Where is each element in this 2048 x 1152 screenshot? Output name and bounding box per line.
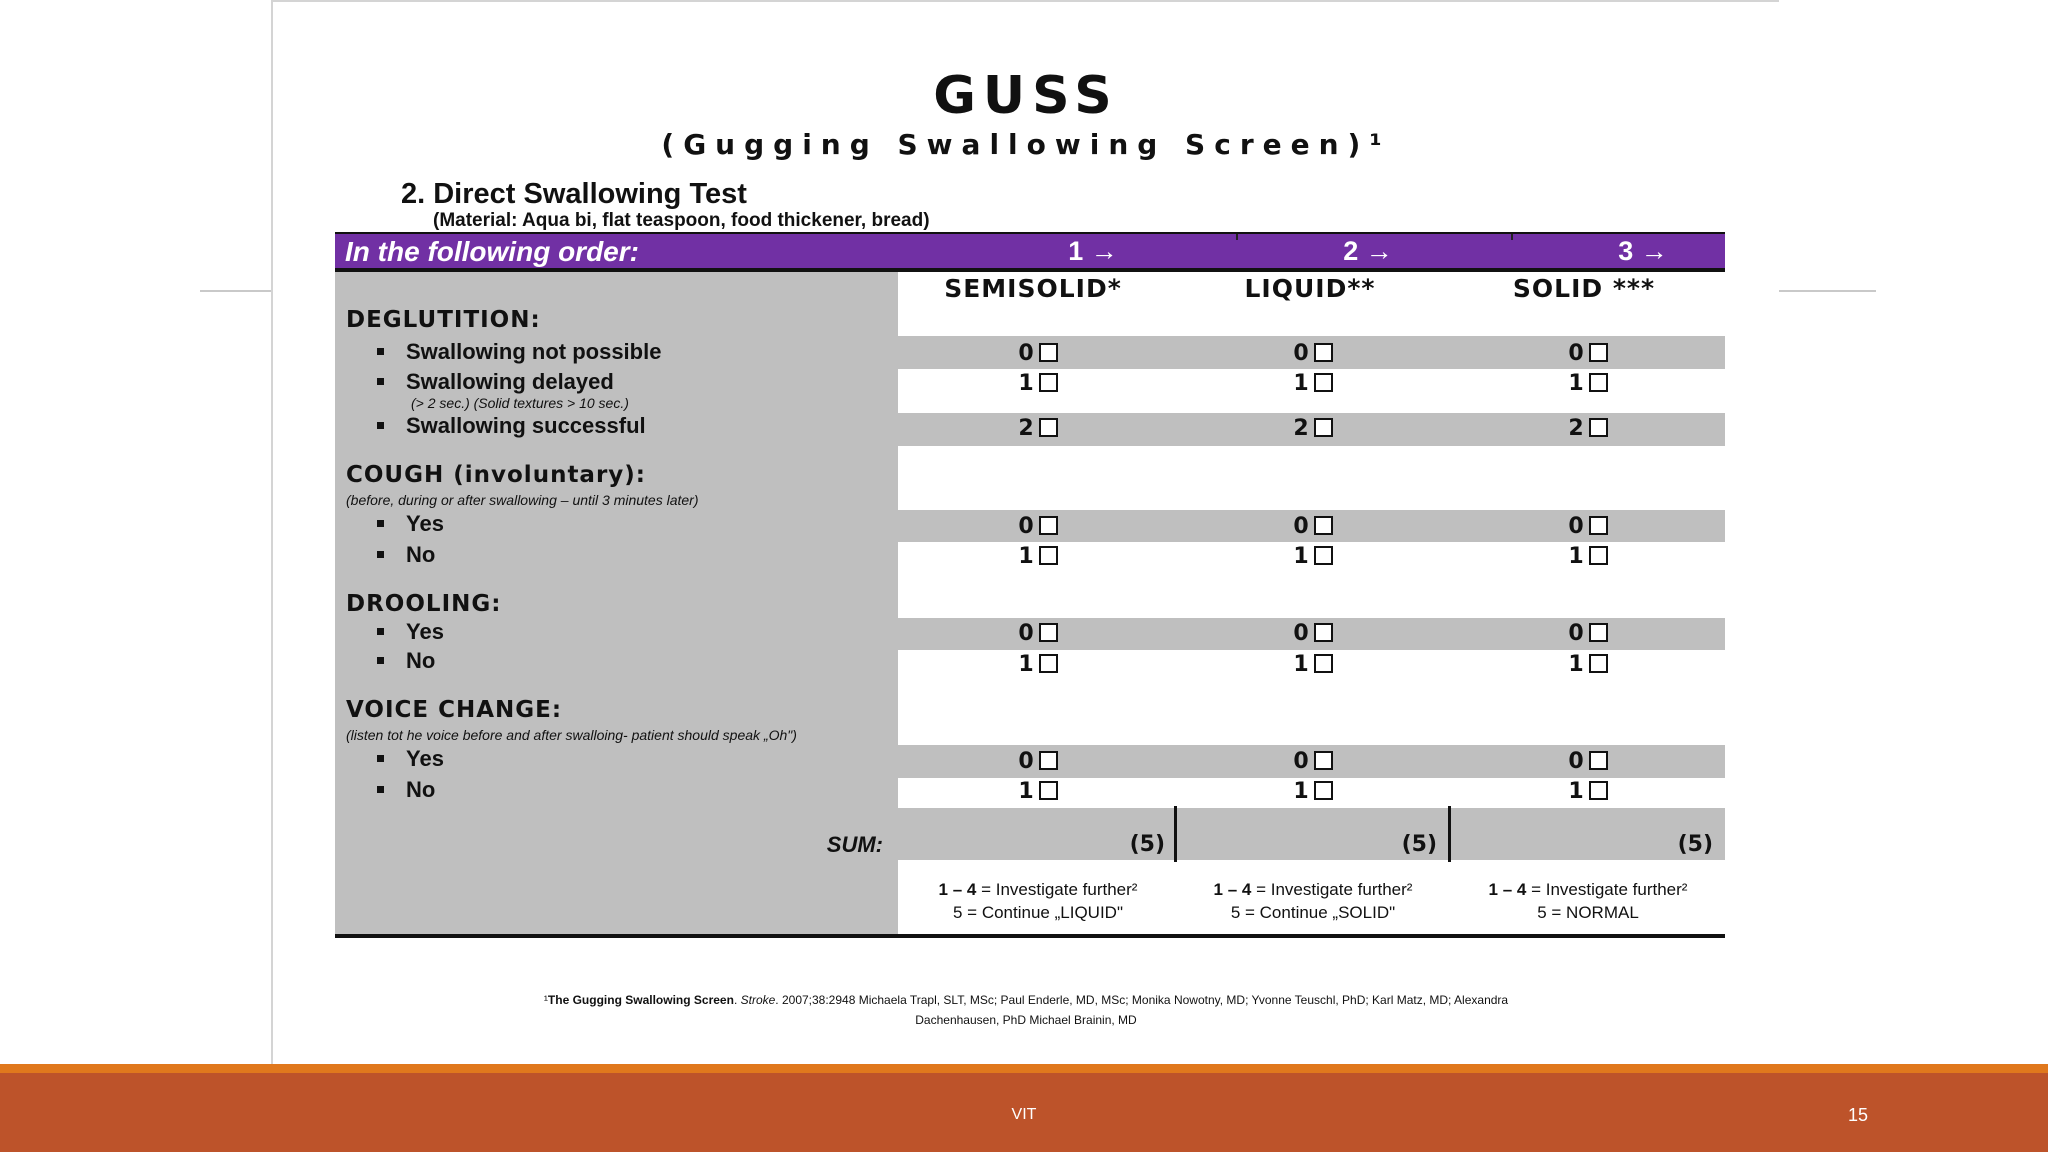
checkbox-icon[interactable] [1039,343,1058,362]
score-checkbox[interactable]: 0 [988,515,1088,539]
column-liquid: LIQUID** [1244,274,1376,303]
slide-footer [0,1073,2048,1152]
sum-divider [1448,806,1451,862]
result-note: 1 – 4 = Investigate further² 5 = NORMAL [1488,880,1688,922]
score-checkbox[interactable]: 1 [1538,372,1638,396]
checkbox-icon[interactable] [1589,418,1608,437]
bullet-icon [377,378,384,385]
order-label: In the following order: [345,236,639,267]
footer-text: VIT [1011,1106,1037,1123]
score-checkbox[interactable]: 1 [1263,545,1363,569]
sum-value: (5) [1677,832,1713,857]
result-note: 1 – 4 = Investigate further² 5 = Continue „SOLID" [1213,880,1413,922]
checkbox-icon[interactable] [1314,418,1333,437]
header-divider [1236,234,1238,240]
checkbox-icon[interactable] [1589,516,1608,535]
voice-change-item: Yes [377,746,444,772]
score-checkbox[interactable]: 0 [988,342,1088,366]
checkbox-icon[interactable] [1039,654,1058,673]
score-checkbox[interactable]: 1 [988,653,1088,677]
checkbox-icon[interactable] [1589,623,1608,642]
decorative-line-right [1778,290,1876,292]
bullet-icon [377,657,384,664]
checkbox-icon[interactable] [1314,654,1333,673]
voice-change-note: (listen tot he voice before and after swalloing- patient should speak „Oh") [346,727,797,743]
slide-number: 15 [1847,1105,1868,1125]
score-checkbox[interactable]: 1 [988,372,1088,396]
cough-item: Yes [377,511,444,537]
document-subtitle: (Gugging Swallowing Screen)¹ [661,128,1391,161]
result-note: 1 – 4 = Investigate further² 5 = Continue „LIQUID" [938,880,1138,922]
sum-value: (5) [1129,832,1165,857]
bullet-icon [377,755,384,762]
score-checkbox[interactable]: 0 [1263,622,1363,646]
score-checkbox[interactable]: 0 [988,750,1088,774]
score-checkbox[interactable]: 0 [1263,342,1363,366]
checkbox-icon[interactable] [1314,546,1333,565]
cough-item: No [377,542,435,568]
document-title: GUSS [933,66,1119,126]
checkbox-icon[interactable] [1589,654,1608,673]
checkbox-icon[interactable] [1039,373,1058,392]
deglutition-item: Swallowing successful [377,413,646,439]
score-checkbox[interactable]: 0 [1538,750,1638,774]
checkbox-icon[interactable] [1039,418,1058,437]
score-checkbox[interactable]: 0 [1538,515,1638,539]
decorative-line-left [200,290,272,292]
step-3: 3 → [1618,236,1668,266]
order-header-bar [335,232,1725,272]
checkbox-icon[interactable] [1314,623,1333,642]
checkbox-icon[interactable] [1314,751,1333,770]
bullet-icon [377,348,384,355]
checkbox-icon[interactable] [1314,373,1333,392]
score-checkbox[interactable]: 2 [988,417,1088,441]
drooling-item: No [377,648,435,674]
checkbox-icon[interactable] [1589,751,1608,770]
section-title: 2. Direct Swallowing Test [401,178,747,210]
score-checkbox[interactable]: 1 [1263,780,1363,804]
deglutition-item: Swallowing delayed [377,369,614,395]
column-semisolid: SEMISOLID* [944,274,1122,303]
score-checkbox[interactable]: 0 [1263,750,1363,774]
bullet-icon [377,786,384,793]
checkbox-icon[interactable] [1039,781,1058,800]
bullet-icon [377,628,384,635]
score-checkbox[interactable]: 0 [1538,622,1638,646]
checkbox-icon[interactable] [1589,546,1608,565]
reference-footnote: ¹The Gugging Swallowing Screen. Stroke. 2007;38:2948 Michaela Trapl, SLT, MSc; Paul Enderle, MD, MSc; Monika Nowotny, MD; Yvonne Teuschl, PhD; Karl Matz, MD; Alexandra Dachenhausen, PhD Michael Brainin, MD [543,993,1509,1027]
checkbox-icon[interactable] [1314,516,1333,535]
voice-change-item: No [377,777,435,803]
step-1: 1 → [1068,236,1118,266]
checkbox-icon[interactable] [1039,623,1058,642]
score-checkbox[interactable]: 1 [1538,653,1638,677]
checkbox-icon[interactable] [1039,546,1058,565]
score-checkbox[interactable]: 2 [1263,417,1363,441]
cough-note: (before, during or after swallowing – until 3 minutes later) [346,492,699,508]
bullet-icon [377,520,384,527]
deglutition-heading: DEGLUTITION: [346,307,541,333]
sum-value: (5) [1401,832,1437,857]
score-checkbox[interactable]: 1 [1538,545,1638,569]
score-checkbox[interactable]: 0 [1263,515,1363,539]
voice-change-heading: VOICE CHANGE: [346,697,563,723]
score-checkbox[interactable]: 1 [1263,372,1363,396]
checkbox-icon[interactable] [1039,516,1058,535]
score-checkbox[interactable]: 1 [988,780,1088,804]
sum-label: SUM: [826,832,883,857]
footer-accent-stripe [0,1064,2048,1073]
guss-document-image [271,0,1779,1066]
deglutition-note: (> 2 sec.) (Solid textures > 10 sec.) [411,395,629,411]
step-2: 2 → [1343,236,1393,266]
checkbox-icon[interactable] [1589,343,1608,362]
cough-heading: COUGH (involuntary): [346,462,646,488]
bullet-icon [377,551,384,558]
drooling-heading: DROOLING: [346,591,502,617]
header-divider [1511,234,1513,240]
material-note: (Material: Aqua bi, flat teaspoon, food thickener, bread) [433,210,930,231]
score-checkbox[interactable]: 2 [1538,417,1638,441]
deglutition-item: Swallowing not possible [377,339,661,365]
score-checkbox[interactable]: 0 [988,622,1088,646]
checkbox-icon[interactable] [1589,373,1608,392]
table-bottom-rule [335,934,1725,938]
score-checkbox[interactable]: 0 [1538,342,1638,366]
checkbox-icon[interactable] [1314,781,1333,800]
score-checkbox[interactable]: 1 [988,545,1088,569]
column-solid: SOLID *** [1512,274,1656,303]
sum-divider [1174,806,1177,862]
checkbox-icon[interactable] [1314,343,1333,362]
checkbox-icon[interactable] [1039,751,1058,770]
drooling-item: Yes [377,619,444,645]
score-checkbox[interactable]: 1 [1263,653,1363,677]
bullet-icon [377,422,384,429]
score-checkbox[interactable]: 1 [1538,780,1638,804]
checkbox-icon[interactable] [1589,781,1608,800]
